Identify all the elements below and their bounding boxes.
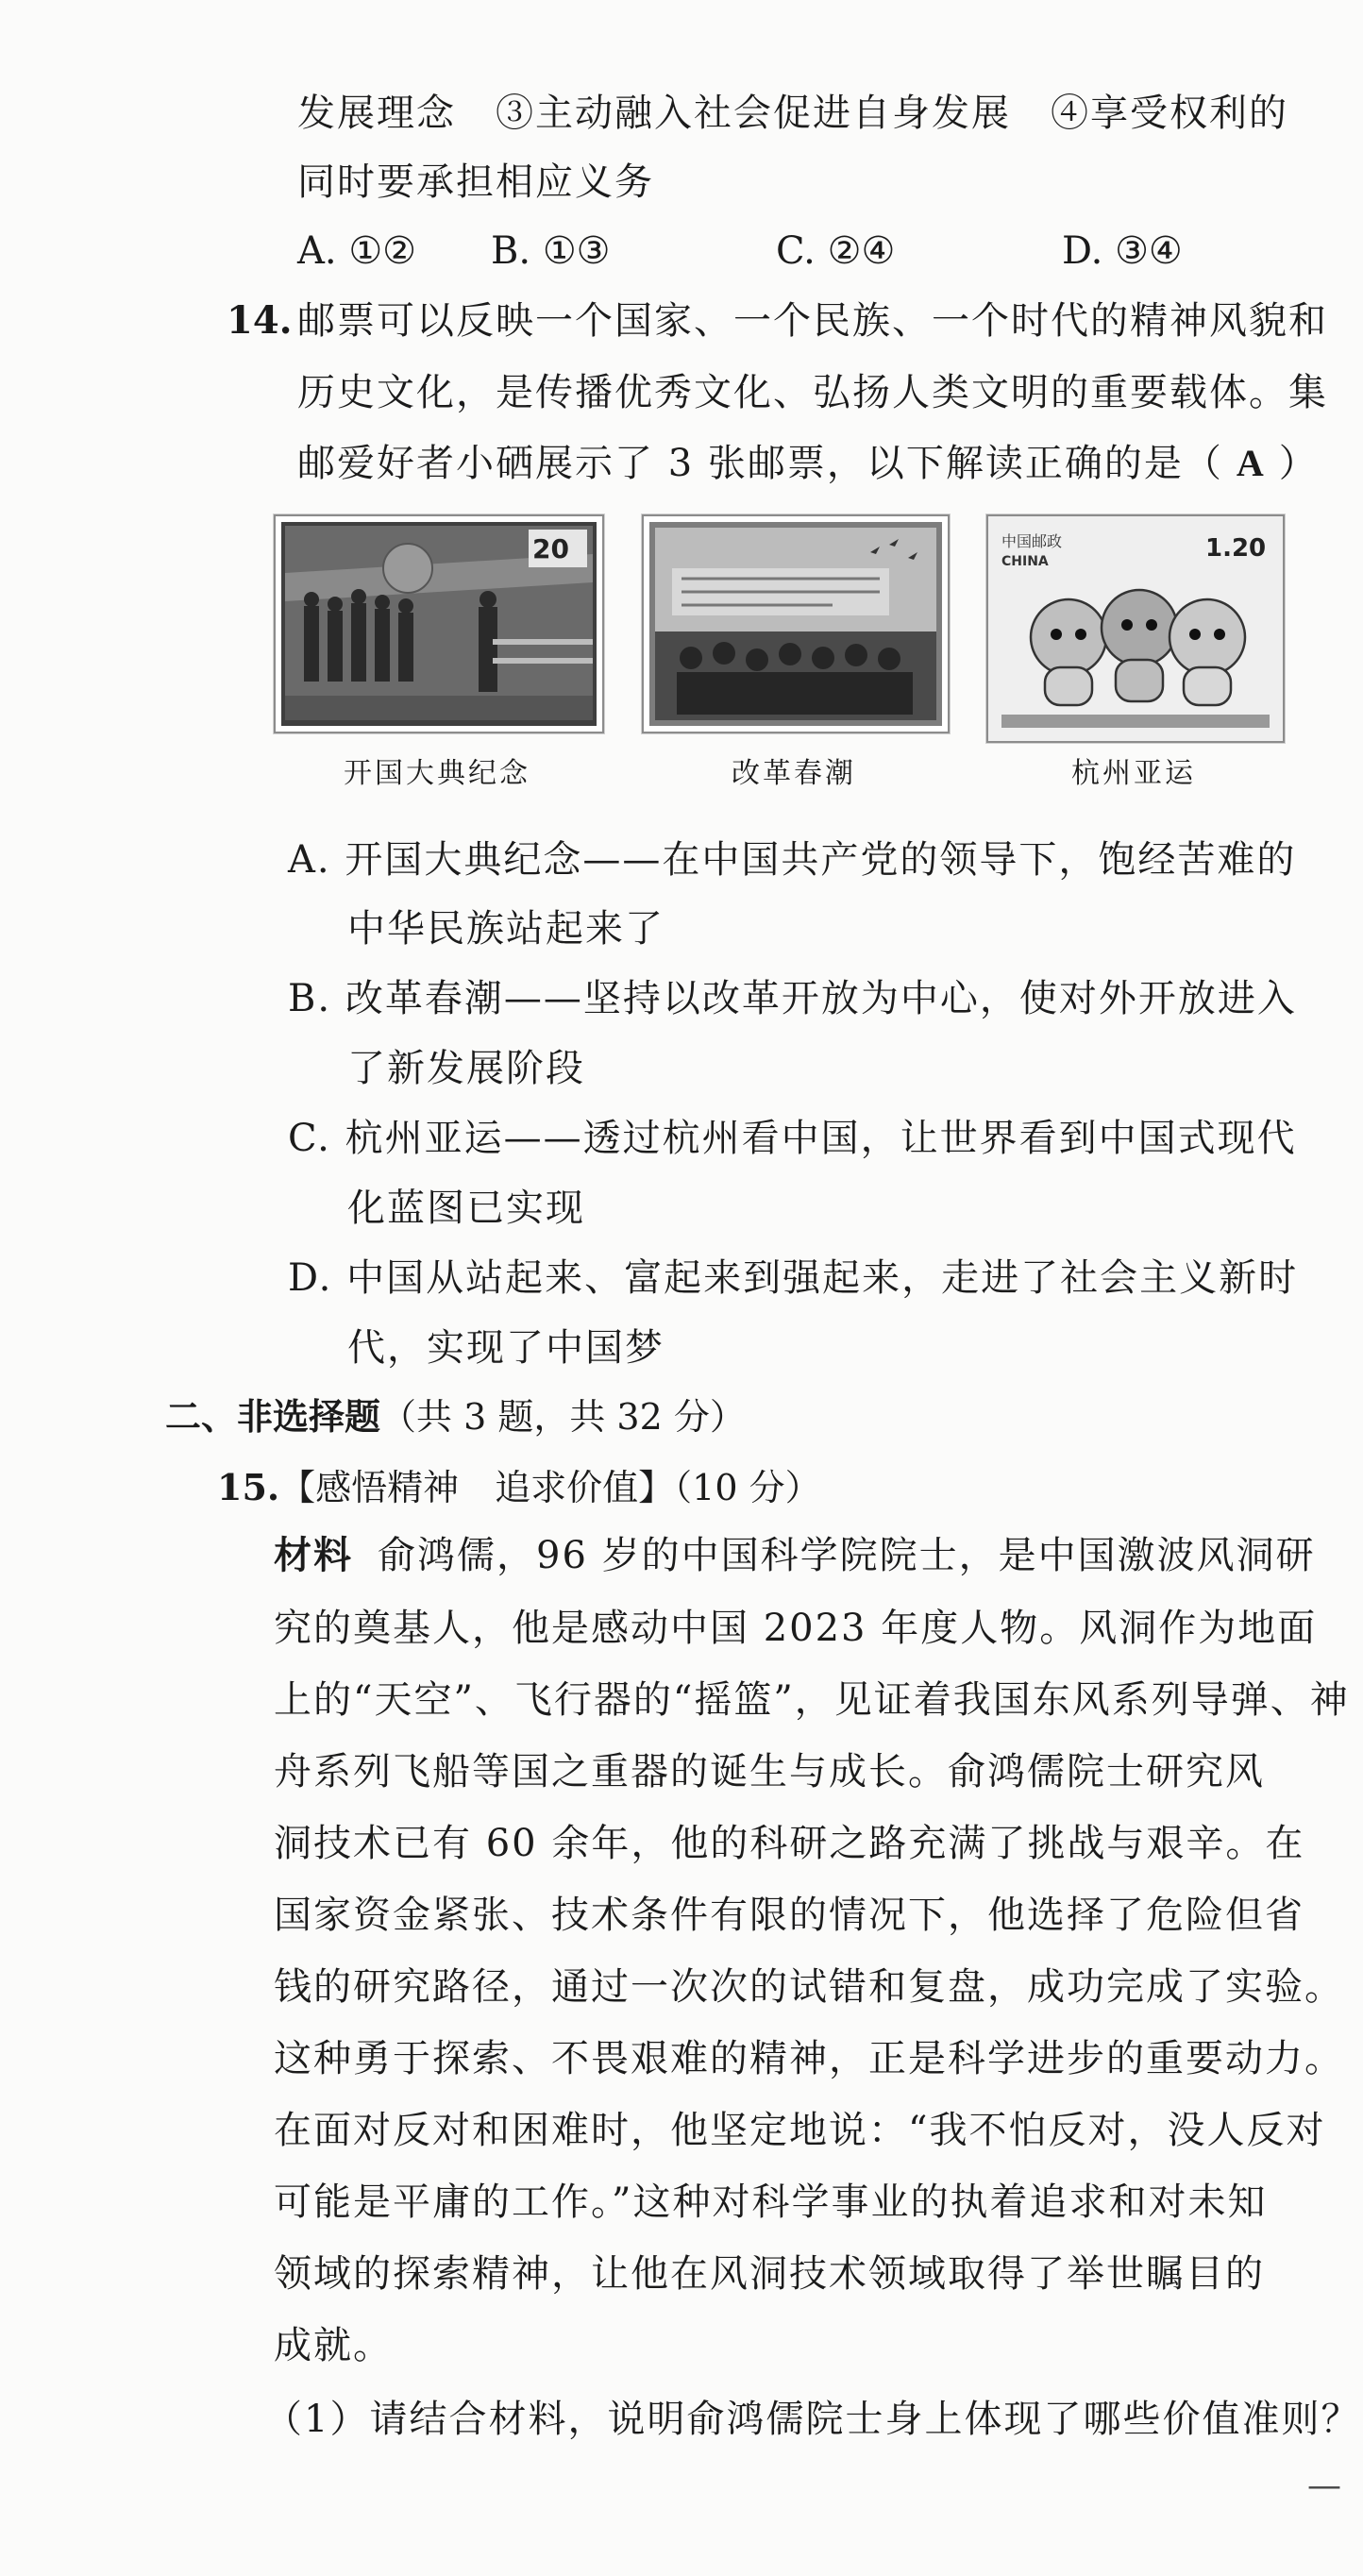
q14-stem-text: 邮爱好者小硒展示了 3 张邮票，以下解读正确的是（ [297, 442, 1223, 485]
stamp-3-caption: 杭州亚运 [1071, 757, 1196, 790]
q15-material-line-4: 舟系列飞船等国之重器的诞生与成长。俞鸿儒院士研究风 [274, 1750, 1265, 1793]
q15-material-line-2: 究的奠基人，他是感动中国 2023 年度人物。风洞作为地面 [274, 1607, 1318, 1650]
q14-option-b-line-1: B. 改革春潮——坚持以改革开放为中心，使对外开放进入 [288, 977, 1297, 1020]
q13-option-d: D. ③④ [1062, 229, 1183, 273]
stamp-3-denomination: 1.20 [1205, 534, 1267, 563]
q15-material-line-12: 成就。 [274, 2324, 393, 2367]
q15-material-line-7: 钱的研究路径，通过一次次的试错和复盘，成功完成了实验。 [274, 1965, 1344, 2009]
q15-material-line-3: 上的“天空”、飞行器的“摇篮”，见证着我国东风系列导弹、神 [274, 1678, 1350, 1722]
q14-option-a-line-1: A. 开国大典纪念——在中国共产党的领导下，饱经苦难的 [288, 838, 1297, 882]
q14-stem-close: ） [1278, 442, 1319, 485]
q15-material-line-9: 在面对反对和困难时，他坚定地说：“我不怕反对，没人反对 [274, 2109, 1326, 2152]
q13-option-a: A. ①② [297, 229, 417, 273]
stamp-reform-tide [642, 514, 950, 733]
q13-line-2: 同时要承担相应义务 [297, 160, 654, 204]
q13-option-b: B. ①③ [491, 229, 611, 273]
stamp-3-country: 中国邮政 [1001, 532, 1063, 550]
q15-material-line-10: 可能是平庸的工作。”这种对科学事业的执着追求和对未知 [274, 2180, 1268, 2224]
q14-option-b-line-2: 了新发展阶段 [347, 1047, 585, 1090]
q13-line-1: 发展理念 ③主动融入社会促进自身发展 ④享受权利的 [297, 92, 1288, 135]
page-footer-mark: — [1307, 2467, 1341, 2505]
section-2-note: （共 3 题，共 32 分） [380, 1396, 746, 1438]
q15-material-line-1 [274, 1529, 1316, 1582]
q14-stem-line-2: 历史文化，是传播优秀文化、弘扬人类文明的重要载体。集 [297, 371, 1328, 414]
q14-option-d-line-1: D. 中国从站起来、富起来到强起来，走进了社会主义新时 [288, 1256, 1299, 1300]
q15-title: 【感悟精神 追求价值】 [279, 1467, 675, 1508]
stamp-3-country-en: CHINA [1001, 554, 1049, 569]
q13-option-c: C. ②④ [776, 229, 896, 273]
q14-option-c-line-1: C. 杭州亚运——透过杭州看中国，让世界看到中国式现代 [288, 1117, 1297, 1160]
q14-option-d-line-2: 代，实现了中国梦 [347, 1326, 665, 1370]
q15-material-text-1: 俞鸿儒，96 岁的中国科学院院士，是中国激波风洞研 [378, 1534, 1316, 1577]
q14-stem-line-3 [297, 437, 1319, 490]
stamp-1-denomination: 20 [532, 533, 569, 564]
q15-material-label: 材料 [274, 1533, 353, 1577]
q14-answer: A [1236, 442, 1266, 484]
q15-material-line-6: 国家资金紧张、技术条件有限的情况下，他选择了危险但省 [274, 1894, 1304, 1937]
q15-material-line-11: 领域的探索精神，让他在风洞技术领域取得了举世瞩目的 [274, 2252, 1265, 2296]
q13-options [297, 225, 1288, 278]
q15-material-line-8: 这种勇于探索、不畏艰难的精神，正是科学进步的重要动力。 [274, 2037, 1344, 2080]
section-2-heading [165, 1390, 746, 1443]
section-2-title: 二、非选择题 [165, 1395, 381, 1438]
stamp-1-caption: 开国大典纪念 [344, 757, 530, 790]
stamp-founding-ceremony [274, 514, 604, 733]
q14-stem-line-1: 邮票可以反映一个国家、一个民族、一个时代的精神风貌和 [297, 299, 1328, 343]
q14-option-a-line-2: 中华民族站起来了 [347, 907, 665, 951]
question-number-14: 14. [227, 298, 293, 343]
stamp-hangzhou-asian-games [986, 514, 1285, 743]
q15-material-line-5: 洞技术已有 60 余年，他的科研之路充满了挑战与艰辛。在 [274, 1822, 1305, 1865]
stamp-2-caption: 改革春潮 [732, 757, 856, 790]
question-number-15: 15. [217, 1466, 280, 1508]
q15-heading [217, 1461, 821, 1514]
q14-option-c-line-2: 化蓝图已实现 [347, 1187, 585, 1230]
q15-sub-question-1: （1）请结合材料，说明俞鸿儒院士身上体现了哪些价值准则？ [264, 2398, 1361, 2441]
q15-score: （10 分） [674, 1467, 821, 1508]
